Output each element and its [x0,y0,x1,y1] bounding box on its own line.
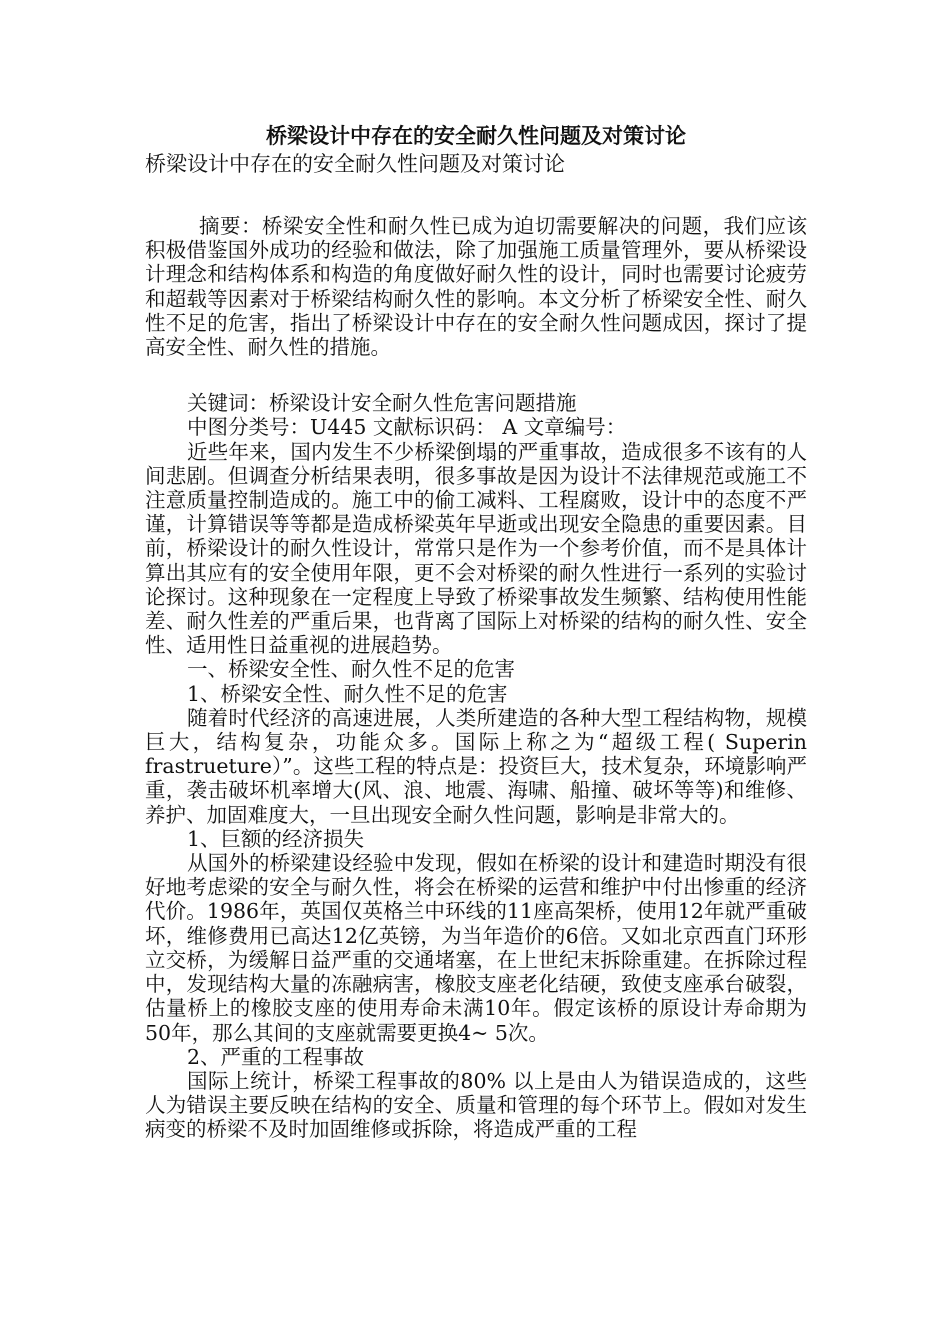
intro-paragraph: 近些年来，国内发生不少桥梁倒塌的严重事故，造成很多不该有的人间悲剧。但调查分析结果表明，很多事故是因为设计不法律规范或施工不注意质量控制造成的。施工中的偷工减料、工程腐败，设计中的态度不严谨，计算错误等等都是造成桥梁英年早逝或出现安全隐患的重要因素。目前，桥梁设计的耐久性设计，常常只是作为一个参考价值，而不是具体计算出其应有的安全使用年限，更不会对桥梁的耐久性进行一系列的实验讨论探讨。这种现象在一定程度上导致了桥梁事故发生频繁、结构使用性能差、耐久性差的严重后果，也背离了国际上对桥梁的结构的耐久性、安全性、适用性日益重视的进展趋势。 [145,439,807,658]
section-heading-1: 一、桥梁安全性、耐久性不足的危害 [187,657,515,682]
subsection-heading-accidents: 2、严重的工程事故 [187,1044,365,1069]
subsection-heading-1-1: 1、桥梁安全性、耐久性不足的危害 [187,681,508,706]
body-paragraph-1: 随着时代经济的高速进展，人类所建造的各种大型工程结构物，规模巨大，结构复杂，功能众多。国际上称之为“超级工程( Superin frastrueture）”。这些工程的特点是：投资巨大，技术复杂，环境影响严重，袭击破坏机率增大(风、浪、地震、海啸、船撞、破坏等等)和维修、养护、加固难度大，一旦出现安全耐久性问题，影响是非常大的。 [145,705,807,827]
body-paragraph-3: 国际上统计，桥梁工程事故的80% 以上是由人为错误造成的，这些人为错误主要反映在结构的安全、质量和管理的每个环节上。假如对发生病变的桥梁不及时加固维修或拆除，将造成严重的工程 [145,1068,807,1142]
body-paragraph-2: 从国外的桥梁建设经验中发现，假如在桥梁的设计和建造时期没有很好地考虑梁的安全与耐久性，将会在桥梁的运营和维护中付出惨重的经济代价。1986年，英国仅英格兰中环线的11座高架桥，使用12年就严重破坏，维修费用已高达12亿英镑，为当年造价的6倍。又如北京西直门环形立交桥，为缓解日益严重的交通堵塞，在上世纪末拆除重建。在拆除过程中，发现结构大量的冻融病害，橡胶支座老化结硬，致使支座承台破裂，估量桥上的橡胶支座的使用寿命未满10年。假定该桥的原设计寿命期为50年，那么其间的支座就需要更换4~ 5次。 [145,851,807,1045]
keywords-line: 关键词：桥梁设计安全耐久性危害问题措施 [187,391,577,416]
document-page [145,122,807,1142]
classification-line: 中图分类号：U445 文献标识码： A 文章编号： [187,415,627,440]
spacer [145,359,807,391]
document-subtitle: 桥梁设计中存在的安全耐久性问题及对策讨论 [145,152,565,176]
abstract-paragraph: 摘要：桥梁安全性和耐久性已成为迫切需要解决的问题，我们应该积极借鉴国外成功的经验和做法，除了加强施工质量管理外，要从桥梁设计理念和结构体系和构造的角度做好耐久性的设计，同时也需要讨论疲劳和超载等因素对于桥梁结构耐久性的影响。本文分析了桥梁安全性、耐久性不足的危害，指出了桥梁设计中存在的安全耐久性问题成因，探讨了提高安全性、耐久性的措施。 [145,214,807,360]
document-title: 桥梁设计中存在的安全耐久性问题及对策讨论 [266,123,686,148]
subsection-heading-economic-loss: 1、巨额的经济损失 [187,826,365,851]
